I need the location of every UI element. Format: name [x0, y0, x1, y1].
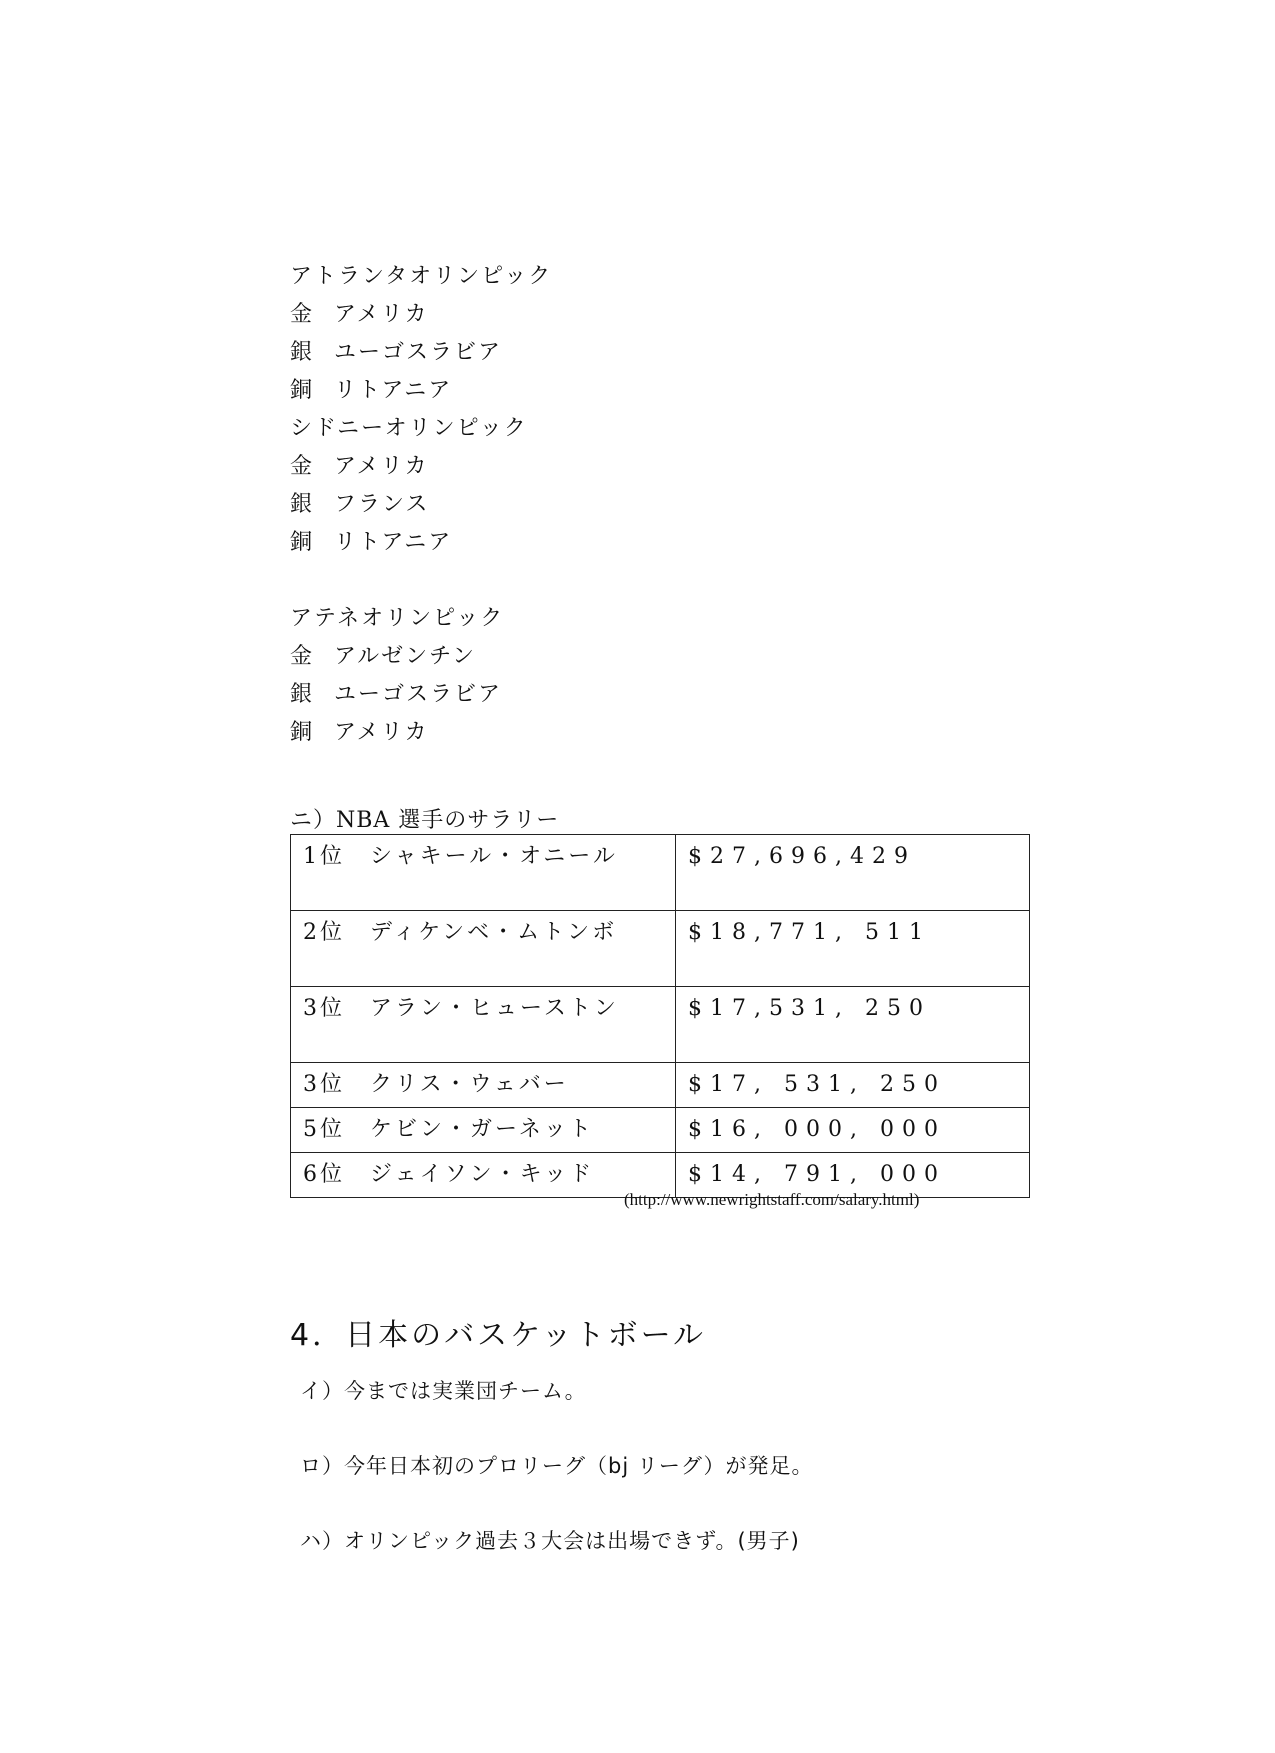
- medal-label: 銅: [290, 378, 315, 403]
- medal-label: 金: [290, 302, 315, 327]
- medal-row: [290, 448, 528, 486]
- olympic-block-sydney: [290, 410, 528, 562]
- medal-country: フランス: [334, 492, 430, 517]
- medal-country: リトアニア: [334, 378, 453, 403]
- olympic-title: シドニーオリンピック: [290, 416, 528, 441]
- salary-value: $27,696,429: [676, 835, 1030, 911]
- player-cell: [291, 911, 676, 987]
- salary-value: $18,771, 511: [676, 911, 1030, 987]
- medal-country: リトアニア: [334, 530, 453, 555]
- medal-country: アルゼンチン: [334, 644, 477, 669]
- salary-value: $16, 000, 000: [676, 1108, 1030, 1153]
- salary-value: $14, 791, 000: [676, 1153, 1030, 1198]
- player-name: クリス・ウェバー: [370, 1072, 569, 1097]
- medal-country: アメリカ: [334, 302, 429, 327]
- player-name: シャキール・オニール: [370, 844, 618, 869]
- medal-label: 金: [290, 644, 315, 669]
- medal-label: 銀: [290, 492, 315, 517]
- player-cell: [291, 987, 676, 1063]
- player-name: ケビン・ガーネット: [370, 1117, 594, 1142]
- table-row: [291, 987, 1030, 1063]
- list-item: ハ）オリンピック過去３大会は出場できず。(男子): [300, 1529, 800, 1553]
- player-name: ディケンベ・ムトンボ: [370, 920, 618, 945]
- player-cell: [291, 1108, 676, 1153]
- olympic-block-atlanta: [290, 258, 552, 410]
- player-cell: [291, 1153, 676, 1198]
- rank: 1位: [303, 844, 345, 869]
- medal-row: [290, 714, 504, 752]
- medal-row: [290, 638, 504, 676]
- medal-country: ユーゴスラビア: [334, 340, 503, 365]
- salary-table: [290, 834, 1030, 1198]
- medal-country: アメリカ: [334, 720, 429, 745]
- salary-value: $17,531, 250: [676, 987, 1030, 1063]
- olympic-block-athens: [290, 600, 504, 752]
- medal-row: [290, 486, 528, 524]
- table-row: [291, 1108, 1030, 1153]
- rank: 6位: [303, 1162, 345, 1187]
- player-name: ジェイソン・キッド: [370, 1162, 595, 1187]
- medal-row: [290, 296, 552, 334]
- player-cell: [291, 835, 676, 911]
- salary-value: $17, 531, 250: [676, 1063, 1030, 1108]
- medal-row: [290, 372, 552, 410]
- table-row: [291, 835, 1030, 911]
- medal-label: 銀: [290, 340, 315, 365]
- medal-label: 金: [290, 454, 315, 479]
- medal-row: [290, 524, 528, 562]
- medal-row: [290, 676, 504, 714]
- list-item: イ）今までは実業団チーム。: [300, 1379, 587, 1403]
- medal-label: 銀: [290, 682, 315, 707]
- salary-section-title: ニ）NBA 選手のサラリー: [290, 808, 560, 833]
- rank: 3位: [303, 996, 345, 1021]
- section-heading: 4．日本のバスケットボール: [290, 1318, 706, 1353]
- medal-country: アメリカ: [334, 454, 429, 479]
- table-row: [291, 911, 1030, 987]
- medal-label: 銅: [290, 720, 315, 745]
- rank: 5位: [303, 1117, 345, 1142]
- olympic-title: アトランタオリンピック: [290, 264, 553, 289]
- source-citation: (http://www.newrightstaff.com/salary.html): [624, 1190, 920, 1209]
- medal-country: ユーゴスラビア: [334, 682, 503, 707]
- player-name: アラン・ヒューストン: [370, 996, 619, 1021]
- rank: 2位: [303, 920, 345, 945]
- rank: 3位: [303, 1072, 345, 1097]
- medal-row: [290, 334, 552, 372]
- list-item: ロ）今年日本初のプロリーグ（bj リーグ）が発足。: [300, 1454, 814, 1478]
- player-cell: [291, 1063, 676, 1108]
- table-row: [291, 1063, 1030, 1108]
- medal-label: 銅: [290, 530, 315, 555]
- olympic-title: アテネオリンピック: [290, 606, 505, 631]
